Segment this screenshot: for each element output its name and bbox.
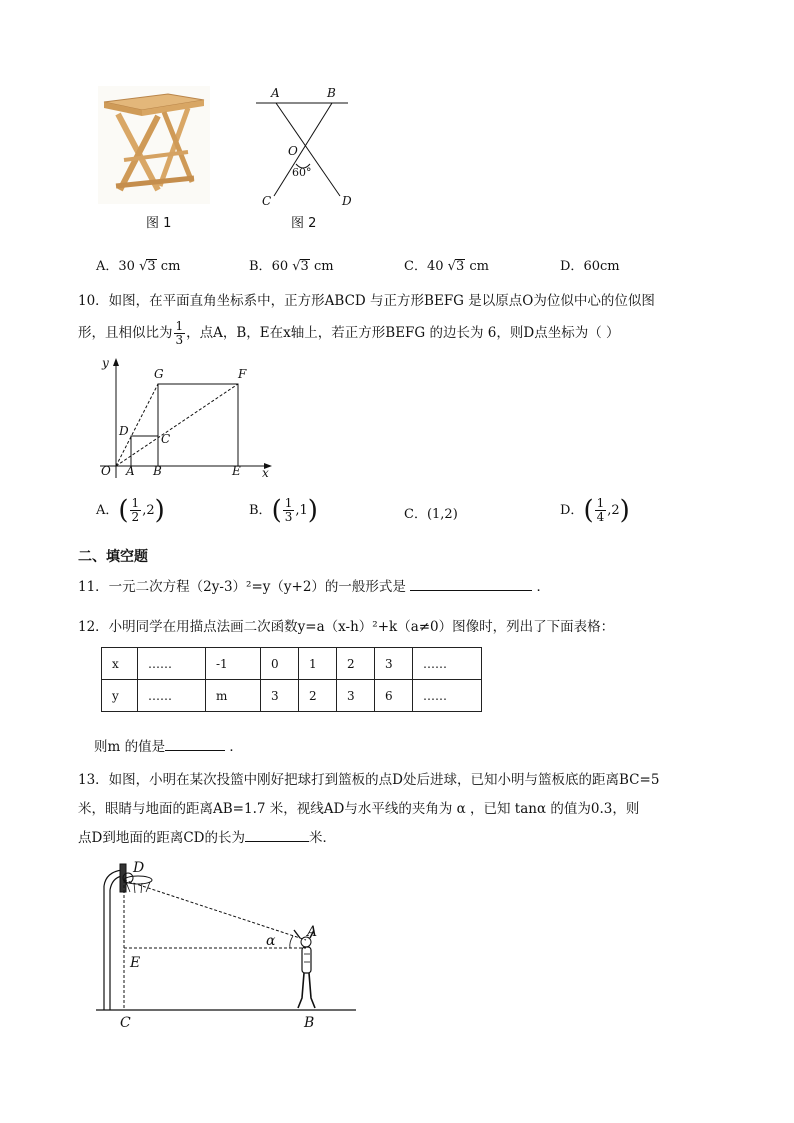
graph-label-O: O (101, 464, 111, 478)
graph-label-x: x (262, 466, 269, 480)
q10-option-a: A．( $\frac{1}{2}$ ,2) (96, 495, 165, 526)
fig2-label-C: C (262, 194, 272, 208)
q9-option-d: D．60cm (560, 259, 620, 274)
table-cell: x (102, 648, 138, 680)
graph-label-B: B (153, 464, 162, 478)
table-cell: …… (138, 680, 206, 712)
q10-option-c: C．(1,2) (404, 507, 458, 522)
table-row-x (102, 648, 482, 680)
table-cell: m (206, 680, 261, 712)
q9-option-a: A．30 √3 cm (96, 259, 181, 274)
q13-label-D: D (133, 860, 145, 876)
table-cell: -1 (206, 648, 261, 680)
q13-answer-blank[interactable] (245, 827, 309, 842)
q13-label-C: C (120, 1015, 131, 1031)
q10-line1: 10．如图，在平面直角坐标系中，正方形ABCD 与正方形BEFG 是以原点O为位似中心的位似图 (78, 293, 655, 309)
table-cell: 2 (299, 680, 337, 712)
table-row-y (102, 680, 482, 712)
graph-label-D: D (119, 424, 129, 438)
q12-after-text: 则m 的值是 ． (94, 735, 243, 755)
q13-label-E: E (130, 955, 141, 971)
fig2-label-O: O (288, 144, 298, 158)
graph-label-C: C (161, 432, 171, 446)
graph-label-F: F (238, 367, 247, 381)
table-cell: 0 (261, 648, 299, 680)
table-cell: …… (413, 648, 482, 680)
q13-label-alpha: α (266, 933, 276, 949)
graph-label-E: E (232, 464, 241, 478)
graph-label-A: A (126, 464, 135, 478)
table-cell: …… (413, 680, 482, 712)
q11-answer-blank[interactable] (410, 576, 532, 591)
fig2-label-A: A (271, 86, 280, 100)
figure-2-caption: 图 2 (291, 216, 317, 231)
q12-answer-blank[interactable] (165, 736, 225, 751)
q13-line3: 点D到地面的距离CD的长为 米． (78, 824, 718, 852)
q11-text: 11．一元二次方程（2y-3）²=y（y+2）的一般形式是 ． (78, 573, 718, 601)
q13-line1: 13．如图，小明在某次投篮中刚好把球打到篮板的点D处后进球，已知小明与篮板底的距离BC=5 (78, 772, 660, 788)
figure-2-diagram (254, 84, 354, 210)
table-cell: …… (138, 648, 206, 680)
table-cell: 3 (375, 648, 413, 680)
q13-basketball-diagram (94, 858, 362, 1038)
q10-option-d: D．( $\frac{1}{4}$ ,2) (560, 495, 630, 526)
q13-line2: 米，眼睛与地面的距离AB=1.7 米，视线AD与水平线的夹角为 α ，已知 tanα 的值为0.3，则 (78, 801, 640, 817)
fig2-label-D: D (342, 194, 352, 208)
q13-label-B: B (304, 1015, 315, 1031)
table-cell: 6 (375, 680, 413, 712)
figure-1-caption: 图 1 (146, 216, 172, 231)
fig2-label-B: B (327, 86, 336, 100)
section-2-title: 二、填空题 (78, 549, 148, 565)
graph-label-G: G (154, 367, 164, 381)
table-cell: y (102, 680, 138, 712)
q10-coordinate-graph (96, 356, 276, 482)
q9-option-b: B．60 √3 cm (249, 259, 334, 274)
q12-value-table (101, 647, 482, 712)
table-cell: 2 (337, 648, 375, 680)
q10-line2: 形，且相似比为 $\frac{1}{3}$ ，点A，B，E在x轴上，若正方形BEFG 的边长为 6，则D点坐标为（ ） (78, 319, 620, 347)
fig2-angle-label: 60° (292, 166, 312, 179)
table-cell: 1 (299, 648, 337, 680)
q10-option-b: B．( $\frac{1}{3}$ ,1) (249, 495, 318, 526)
q12-text: 12．小明同学在用描点法画二次函数y=a（x-h）²+k（a≠0）图像时，列出了下面表格： (78, 619, 615, 635)
folding-stool-image (98, 86, 210, 204)
graph-label-y: y (102, 356, 109, 370)
q13-label-A: A (307, 924, 318, 940)
table-cell: 3 (261, 680, 299, 712)
table-cell: 3 (337, 680, 375, 712)
q9-option-c: C．40 √3 cm (404, 259, 489, 274)
